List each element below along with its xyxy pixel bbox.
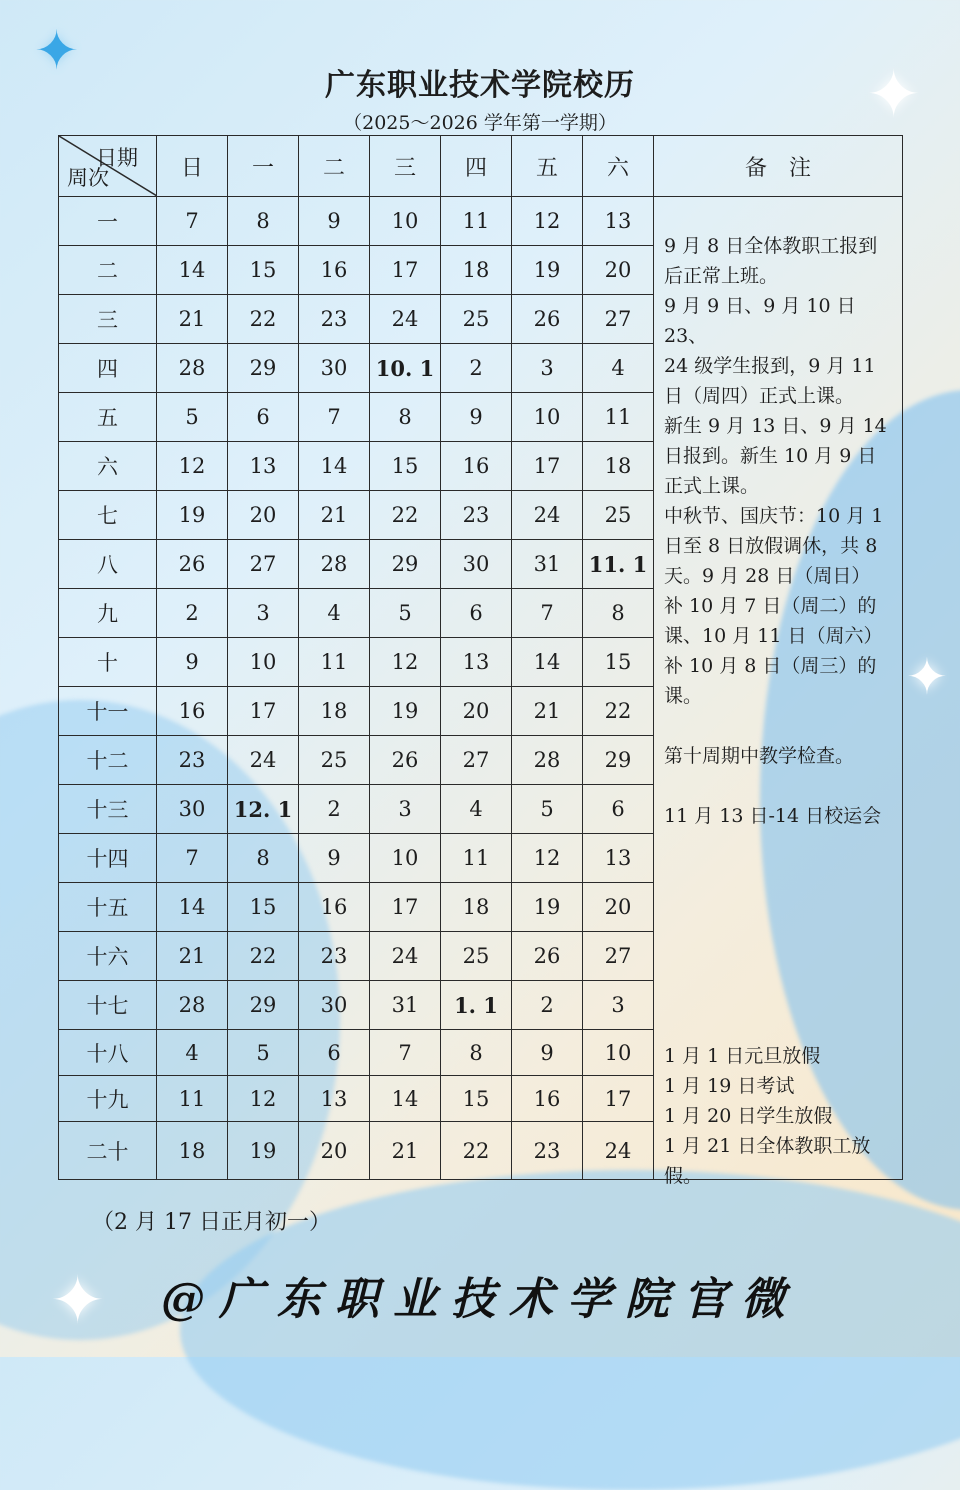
date-cell: 24 bbox=[512, 491, 583, 540]
day-header: 五 bbox=[512, 136, 583, 197]
notes-header: 备 注 bbox=[654, 136, 903, 197]
date-cell: 11 bbox=[441, 834, 512, 883]
week-number-cell: 十八 bbox=[59, 1030, 157, 1076]
footnote: （2 月 17 日正月初一） bbox=[92, 1210, 331, 1235]
date-cell: 10. 1 bbox=[370, 344, 441, 393]
date-cell: 30 bbox=[157, 785, 228, 834]
week-number-cell: 十二 bbox=[59, 736, 157, 785]
date-cell: 18 bbox=[441, 246, 512, 295]
date-cell: 9 bbox=[299, 197, 370, 246]
sparkle-icon: ✦ bbox=[50, 1262, 106, 1339]
week-number-cell: 十五 bbox=[59, 883, 157, 932]
note-line: 后正常上班。 bbox=[664, 265, 779, 287]
date-cell: 12 bbox=[228, 1076, 299, 1122]
note-line: 课、10 月 11 日（周六） bbox=[664, 625, 883, 647]
sparkle-icon: ✦ bbox=[866, 56, 922, 133]
note-line: 第十周期中教学检查。 bbox=[664, 745, 855, 767]
note-line: 课。 bbox=[664, 685, 703, 707]
date-cell: 21 bbox=[157, 295, 228, 344]
date-cell: 29 bbox=[228, 344, 299, 393]
date-cell: 8 bbox=[228, 834, 299, 883]
date-cell: 20 bbox=[299, 1122, 370, 1180]
note-line: 补 10 月 7 日（周二）的 bbox=[664, 595, 877, 617]
date-cell: 6 bbox=[583, 785, 654, 834]
corner-header-cell bbox=[59, 136, 157, 197]
date-cell: 12 bbox=[512, 197, 583, 246]
date-cell: 14 bbox=[370, 1076, 441, 1122]
date-cell: 7 bbox=[370, 1030, 441, 1076]
watermark: @广东职业技术学院官微 bbox=[161, 1274, 799, 1325]
date-cell: 21 bbox=[157, 932, 228, 981]
note-line: 24 级学生报到，9 月 11 bbox=[664, 355, 876, 377]
week-number-cell: 十七 bbox=[59, 981, 157, 1030]
date-cell: 28 bbox=[157, 981, 228, 1030]
day-header: 三 bbox=[370, 136, 441, 197]
date-cell: 23 bbox=[441, 491, 512, 540]
page-title: 广东职业技术学院校历 bbox=[325, 68, 635, 103]
note-line: 正式上课。 bbox=[664, 475, 760, 497]
note-line: 新生 9 月 13 日、9 月 14 bbox=[664, 415, 887, 437]
date-cell: 18 bbox=[157, 1122, 228, 1180]
date-cell: 10 bbox=[228, 638, 299, 687]
date-cell: 18 bbox=[583, 442, 654, 491]
date-cell: 27 bbox=[583, 295, 654, 344]
note-line: 日报到。新生 10 月 9 日 bbox=[664, 445, 877, 467]
week-number-cell: 二十 bbox=[59, 1122, 157, 1180]
day-header: 六 bbox=[583, 136, 654, 197]
date-cell: 11. 1 bbox=[583, 540, 654, 589]
date-cell: 10 bbox=[370, 834, 441, 883]
note-line: 日至 8 日放假调休，共 8 bbox=[664, 535, 878, 557]
date-cell: 15 bbox=[370, 442, 441, 491]
date-cell: 2 bbox=[441, 344, 512, 393]
date-cell: 12. 1 bbox=[228, 785, 299, 834]
week-number-cell: 十九 bbox=[59, 1076, 157, 1122]
date-cell: 16 bbox=[512, 1076, 583, 1122]
date-cell: 5 bbox=[370, 589, 441, 638]
date-cell: 23 bbox=[299, 932, 370, 981]
date-cell: 8 bbox=[583, 589, 654, 638]
date-cell: 17 bbox=[228, 687, 299, 736]
date-cell: 13 bbox=[583, 834, 654, 883]
date-cell: 6 bbox=[441, 589, 512, 638]
date-cell: 30 bbox=[299, 981, 370, 1030]
day-header: 二 bbox=[299, 136, 370, 197]
date-cell: 24 bbox=[370, 932, 441, 981]
date-cell: 26 bbox=[370, 736, 441, 785]
date-cell: 20 bbox=[441, 687, 512, 736]
date-cell: 8 bbox=[370, 393, 441, 442]
week-row bbox=[59, 197, 903, 246]
day-header: 日 bbox=[157, 136, 228, 197]
note-line: 11 月 13 日-14 日校运会 bbox=[664, 805, 882, 827]
date-cell: 22 bbox=[228, 295, 299, 344]
sparkle-icon: ✦ bbox=[34, 19, 80, 82]
date-cell: 13 bbox=[441, 638, 512, 687]
note-line: 日（周四）正式上课。 bbox=[664, 385, 855, 407]
week-number-cell: 十 bbox=[59, 638, 157, 687]
date-cell: 3 bbox=[583, 981, 654, 1030]
calendar-table bbox=[58, 135, 903, 1187]
page-subtitle: （2025～2026 学年第一学期） bbox=[343, 112, 617, 134]
date-cell: 5 bbox=[512, 785, 583, 834]
date-cell: 5 bbox=[228, 1030, 299, 1076]
date-cell: 28 bbox=[512, 736, 583, 785]
date-cell: 7 bbox=[299, 393, 370, 442]
date-cell: 19 bbox=[370, 687, 441, 736]
note-line: 1 月 19 日考试 bbox=[664, 1075, 795, 1097]
date-cell: 19 bbox=[512, 246, 583, 295]
date-cell: 6 bbox=[299, 1030, 370, 1076]
date-cell: 19 bbox=[512, 883, 583, 932]
date-cell: 25 bbox=[441, 295, 512, 344]
note-block bbox=[664, 501, 896, 711]
date-cell: 18 bbox=[441, 883, 512, 932]
date-cell: 22 bbox=[583, 687, 654, 736]
header-row bbox=[59, 136, 903, 197]
date-cell: 24 bbox=[228, 736, 299, 785]
date-cell: 12 bbox=[370, 638, 441, 687]
date-cell: 11 bbox=[157, 1076, 228, 1122]
week-number-cell: 一 bbox=[59, 197, 157, 246]
date-cell: 30 bbox=[441, 540, 512, 589]
date-cell: 12 bbox=[157, 442, 228, 491]
note-block bbox=[664, 231, 896, 501]
date-cell: 8 bbox=[441, 1030, 512, 1076]
date-cell: 13 bbox=[299, 1076, 370, 1122]
date-cell: 10 bbox=[512, 393, 583, 442]
week-number-cell: 五 bbox=[59, 393, 157, 442]
date-cell: 3 bbox=[370, 785, 441, 834]
date-cell: 14 bbox=[157, 246, 228, 295]
date-cell: 26 bbox=[512, 295, 583, 344]
date-cell: 19 bbox=[157, 491, 228, 540]
date-cell: 2 bbox=[157, 589, 228, 638]
date-cell: 9 bbox=[441, 393, 512, 442]
day-header: 一 bbox=[228, 136, 299, 197]
notes-cell bbox=[654, 197, 903, 1187]
note-block bbox=[664, 741, 896, 771]
date-cell: 6 bbox=[228, 393, 299, 442]
date-cell: 10 bbox=[583, 1030, 654, 1076]
date-cell: 2 bbox=[299, 785, 370, 834]
date-cell: 20 bbox=[583, 883, 654, 932]
date-cell: 12 bbox=[512, 834, 583, 883]
date-cell: 11 bbox=[583, 393, 654, 442]
week-number-cell: 七 bbox=[59, 491, 157, 540]
date-cell: 15 bbox=[228, 246, 299, 295]
week-number-cell: 四 bbox=[59, 344, 157, 393]
date-cell: 20 bbox=[228, 491, 299, 540]
date-cell: 27 bbox=[583, 932, 654, 981]
date-cell: 22 bbox=[228, 932, 299, 981]
date-cell: 23 bbox=[299, 295, 370, 344]
date-cell: 17 bbox=[512, 442, 583, 491]
date-cell: 20 bbox=[583, 246, 654, 295]
date-cell: 15 bbox=[441, 1076, 512, 1122]
date-cell: 11 bbox=[441, 197, 512, 246]
date-cell: 16 bbox=[299, 246, 370, 295]
date-cell: 7 bbox=[512, 589, 583, 638]
note-line: 补 10 月 8 日（周三）的 bbox=[664, 655, 877, 677]
date-cell: 26 bbox=[512, 932, 583, 981]
note-line: 9 月 8 日全体教职工报到 bbox=[664, 235, 878, 257]
corner-week-label: 周次 bbox=[67, 166, 109, 190]
note-line: 1 月 20 日学生放假 bbox=[664, 1105, 833, 1127]
date-cell: 23 bbox=[157, 736, 228, 785]
date-cell: 10 bbox=[370, 197, 441, 246]
date-cell: 31 bbox=[370, 981, 441, 1030]
date-cell: 17 bbox=[370, 883, 441, 932]
date-cell: 7 bbox=[157, 197, 228, 246]
week-number-cell: 三 bbox=[59, 295, 157, 344]
date-cell: 14 bbox=[299, 442, 370, 491]
date-cell: 21 bbox=[512, 687, 583, 736]
date-cell: 9 bbox=[299, 834, 370, 883]
date-cell: 16 bbox=[441, 442, 512, 491]
date-cell: 24 bbox=[370, 295, 441, 344]
date-cell: 28 bbox=[299, 540, 370, 589]
date-cell: 17 bbox=[583, 1076, 654, 1122]
date-cell: 9 bbox=[157, 638, 228, 687]
sparkle-icon: ✦ bbox=[906, 648, 948, 706]
date-cell: 15 bbox=[228, 883, 299, 932]
note-line: 假。 bbox=[664, 1165, 703, 1187]
date-cell: 13 bbox=[228, 442, 299, 491]
date-cell: 5 bbox=[157, 393, 228, 442]
date-cell: 3 bbox=[512, 344, 583, 393]
date-cell: 25 bbox=[441, 932, 512, 981]
date-cell: 19 bbox=[228, 1122, 299, 1180]
date-cell: 29 bbox=[370, 540, 441, 589]
note-block bbox=[664, 1041, 896, 1191]
date-cell: 21 bbox=[299, 491, 370, 540]
date-cell: 26 bbox=[157, 540, 228, 589]
date-cell: 4 bbox=[299, 589, 370, 638]
date-cell: 14 bbox=[157, 883, 228, 932]
date-cell: 27 bbox=[228, 540, 299, 589]
date-cell: 24 bbox=[583, 1122, 654, 1180]
date-cell: 13 bbox=[583, 197, 654, 246]
week-number-cell: 十一 bbox=[59, 687, 157, 736]
date-cell: 4 bbox=[157, 1030, 228, 1076]
note-line: 中秋节、国庆节：10 月 1 bbox=[664, 505, 884, 527]
date-cell: 21 bbox=[370, 1122, 441, 1180]
week-number-cell: 十六 bbox=[59, 932, 157, 981]
date-cell: 7 bbox=[157, 834, 228, 883]
date-cell: 22 bbox=[370, 491, 441, 540]
date-cell: 29 bbox=[583, 736, 654, 785]
date-cell: 8 bbox=[228, 197, 299, 246]
week-number-cell: 十三 bbox=[59, 785, 157, 834]
note-line: 1 月 21 日全体教职工放 bbox=[664, 1135, 871, 1157]
date-cell: 16 bbox=[299, 883, 370, 932]
week-number-cell: 十四 bbox=[59, 834, 157, 883]
date-cell: 23 bbox=[512, 1122, 583, 1180]
date-cell: 3 bbox=[228, 589, 299, 638]
note-line: 1 月 1 日元旦放假 bbox=[664, 1045, 821, 1067]
corner-date-label: 日期 bbox=[96, 146, 138, 170]
week-number-cell: 九 bbox=[59, 589, 157, 638]
date-cell: 16 bbox=[157, 687, 228, 736]
note-line: 9 月 9 日、9 月 10 日 23、 bbox=[664, 295, 856, 347]
date-cell: 14 bbox=[512, 638, 583, 687]
note-block bbox=[664, 801, 896, 831]
date-cell: 11 bbox=[299, 638, 370, 687]
date-cell: 9 bbox=[512, 1030, 583, 1076]
date-cell: 15 bbox=[583, 638, 654, 687]
date-cell: 31 bbox=[512, 540, 583, 589]
note-line: 天。9 月 28 日（周日） bbox=[664, 565, 871, 587]
date-cell: 27 bbox=[441, 736, 512, 785]
date-cell: 25 bbox=[299, 736, 370, 785]
date-cell: 25 bbox=[583, 491, 654, 540]
date-cell: 17 bbox=[370, 246, 441, 295]
week-number-cell: 二 bbox=[59, 246, 157, 295]
week-number-cell: 六 bbox=[59, 442, 157, 491]
date-cell: 22 bbox=[441, 1122, 512, 1180]
date-cell: 4 bbox=[583, 344, 654, 393]
day-header: 四 bbox=[441, 136, 512, 197]
date-cell: 29 bbox=[228, 981, 299, 1030]
week-number-cell: 八 bbox=[59, 540, 157, 589]
date-cell: 18 bbox=[299, 687, 370, 736]
date-cell: 28 bbox=[157, 344, 228, 393]
date-cell: 4 bbox=[441, 785, 512, 834]
date-cell: 30 bbox=[299, 344, 370, 393]
date-cell: 1. 1 bbox=[441, 981, 512, 1030]
date-cell: 2 bbox=[512, 981, 583, 1030]
